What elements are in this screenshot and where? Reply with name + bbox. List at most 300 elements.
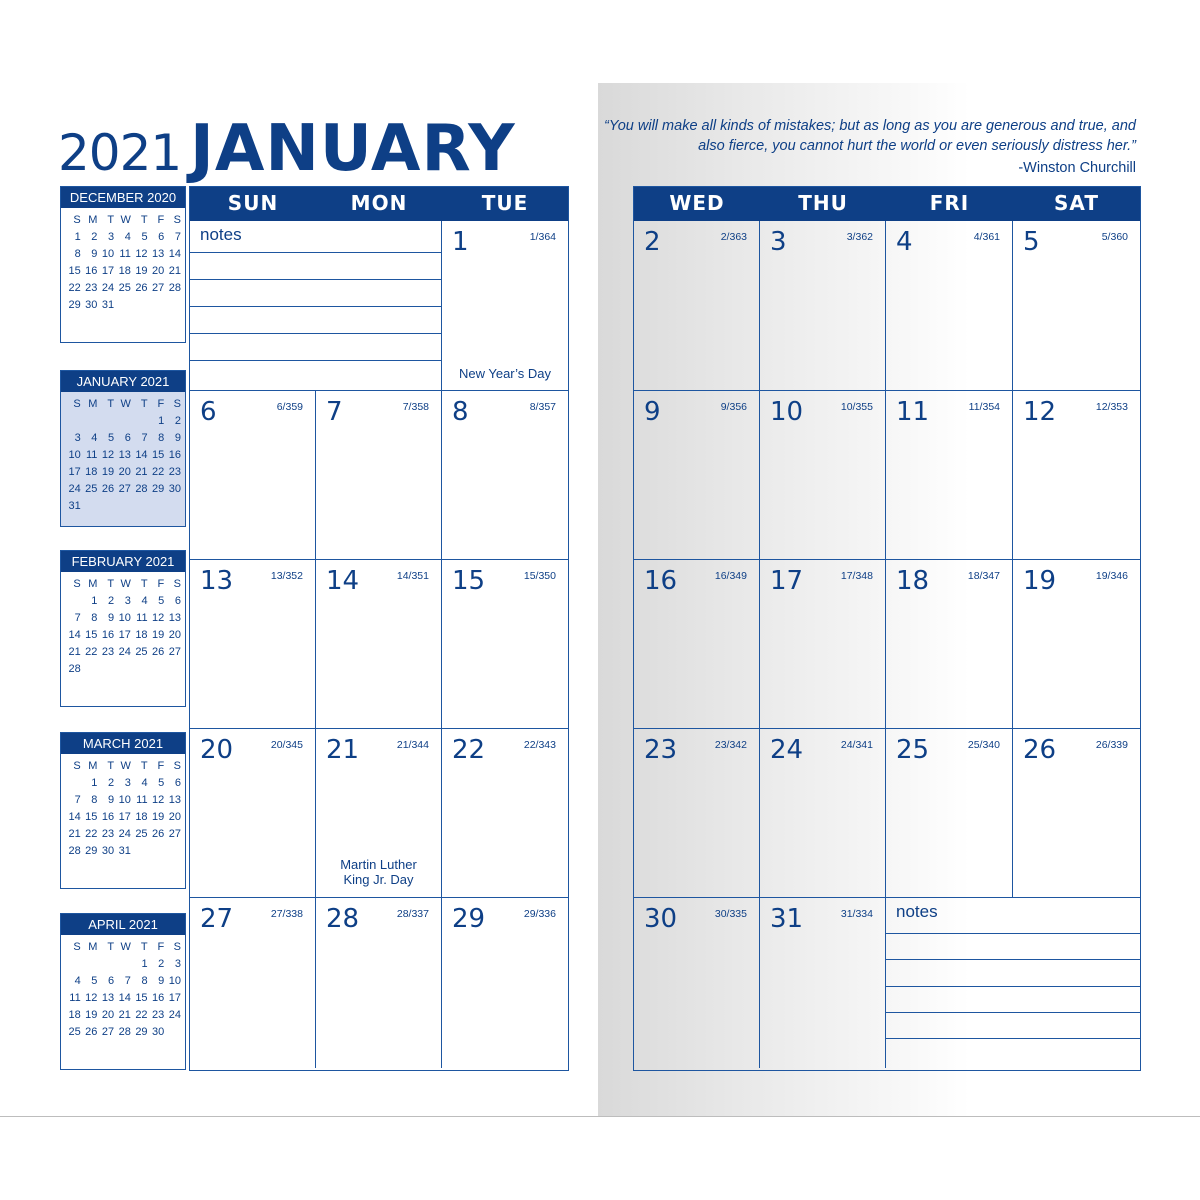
- day-number: 30: [644, 904, 678, 934]
- day-count: 5/360: [1101, 231, 1128, 243]
- notes-label: notes: [200, 225, 242, 244]
- day-cell-2[interactable]: [634, 221, 760, 391]
- weekday-wed: WED: [669, 191, 725, 215]
- day-cell-5[interactable]: [1013, 221, 1140, 391]
- mini-day: 15: [152, 449, 165, 461]
- mini-day: 29: [135, 1026, 148, 1038]
- day-count: 19/346: [1095, 570, 1128, 582]
- quote-text: “You will make all kinds of mistakes; but as long as you are generous and true, and also fierce, you cannot hurt the world or even seriously distress her.”: [604, 118, 1136, 154]
- day-cell-26[interactable]: [1013, 729, 1140, 898]
- mini-day: 20: [101, 1009, 115, 1021]
- mini-day: 23: [152, 1009, 165, 1021]
- mini-day: 24: [101, 282, 115, 294]
- mini-empty-cell: [65, 775, 82, 792]
- day-cell-16[interactable]: [634, 560, 760, 729]
- mini-day: 4: [74, 975, 81, 987]
- notes-line: [190, 279, 441, 280]
- mini-calendar-title: JANUARY 2021: [61, 371, 185, 392]
- day-count: 6/359: [276, 401, 303, 413]
- mini-day: 31: [118, 845, 131, 857]
- day-number: 3: [770, 227, 787, 257]
- mini-day: 16: [101, 811, 115, 823]
- mini-day: 19: [85, 1009, 98, 1021]
- day-number: 8: [452, 397, 469, 427]
- mini-empty-cell: [65, 413, 82, 430]
- mini-weekday-letter: S: [173, 941, 181, 953]
- mini-day: 16: [168, 449, 181, 461]
- mini-day: 26: [101, 483, 115, 495]
- mini-weekday-letter: S: [73, 214, 81, 226]
- mini-day: 7: [141, 432, 148, 444]
- mini-day: 5: [91, 975, 98, 987]
- mini-weekday-letter: M: [88, 214, 98, 226]
- day-cell-4[interactable]: [886, 221, 1013, 391]
- mini-day: 16: [85, 265, 98, 277]
- mini-day: 6: [108, 975, 115, 987]
- mini-day: 10: [168, 975, 181, 987]
- mini-day: 2: [174, 415, 181, 427]
- mini-day: 21: [135, 466, 148, 478]
- day-number: 1: [452, 227, 469, 257]
- mini-day: 17: [168, 992, 181, 1004]
- day-cell-15[interactable]: [442, 560, 568, 729]
- mini-weekday-letter: S: [73, 578, 81, 590]
- page-bottom-divider: [0, 1116, 1200, 1117]
- day-number: 9: [644, 397, 661, 427]
- mini-weekday-letter: S: [173, 214, 181, 226]
- mini-day: 20: [168, 811, 181, 823]
- mini-day: 17: [118, 629, 131, 641]
- day-number: 31: [770, 904, 804, 934]
- mini-weekday-letter: T: [107, 941, 115, 953]
- mini-day: 26: [152, 646, 165, 658]
- mini-day: 16: [101, 629, 115, 641]
- day-number: 5: [1023, 227, 1040, 257]
- day-cell-22[interactable]: [442, 729, 568, 898]
- mini-day: 2: [91, 231, 98, 243]
- mini-day: 12: [101, 449, 115, 461]
- mini-day: 11: [86, 449, 98, 461]
- day-number: 4: [896, 227, 913, 257]
- day-count: 21/344: [396, 739, 429, 751]
- mini-day: 2: [108, 777, 115, 789]
- mini-day: 19: [135, 265, 148, 277]
- day-count: 18/347: [967, 570, 1000, 582]
- mini-day: 18: [135, 629, 148, 641]
- weekday-header-row: [190, 187, 568, 221]
- mini-day: 17: [118, 811, 131, 823]
- mini-day: 1: [141, 958, 148, 970]
- mini-day: 24: [168, 1009, 181, 1021]
- mini-day: 4: [91, 432, 98, 444]
- mini-day: 14: [118, 992, 131, 1004]
- mini-day: 7: [74, 794, 81, 806]
- day-cell-31[interactable]: [760, 898, 886, 1068]
- mini-day: 29: [68, 299, 81, 311]
- mini-day: 13: [168, 794, 181, 806]
- mini-day: 23: [85, 282, 98, 294]
- mini-day: 24: [68, 483, 81, 495]
- mini-day: 28: [118, 1026, 131, 1038]
- mini-day: 24: [118, 828, 131, 840]
- mini-day: 21: [68, 646, 81, 658]
- mini-day: 24: [118, 646, 131, 658]
- mini-day: 13: [152, 248, 165, 260]
- day-number: 26: [1023, 735, 1057, 765]
- mini-day: 23: [101, 646, 115, 658]
- mini-weekday-letter: S: [73, 398, 81, 410]
- mini-weekday-letter: F: [157, 578, 165, 590]
- mini-day: 15: [85, 629, 98, 641]
- day-count: 15/350: [523, 570, 556, 582]
- day-count: 16/349: [714, 570, 747, 582]
- mini-day: 7: [124, 975, 131, 987]
- mini-weekday-letter: T: [140, 578, 148, 590]
- day-count: 14/351: [396, 570, 429, 582]
- day-cell-3[interactable]: [760, 221, 886, 391]
- day-number: 12: [1023, 397, 1057, 427]
- mini-weekday-letter: T: [107, 398, 115, 410]
- day-cell-13[interactable]: [190, 560, 316, 729]
- mini-day: 16: [152, 992, 165, 1004]
- day-number: 16: [644, 566, 678, 596]
- mini-day: 8: [74, 248, 81, 260]
- day-cell-9[interactable]: [634, 391, 760, 560]
- mini-weekday-letter: T: [140, 398, 148, 410]
- mini-day: 20: [168, 629, 181, 641]
- mini-day: 9: [174, 432, 181, 444]
- mini-weekday-letter: S: [173, 760, 181, 772]
- mini-day: 15: [135, 992, 148, 1004]
- day-number: 19: [1023, 566, 1057, 596]
- mini-day: 2: [108, 595, 115, 607]
- notes-line: [886, 1038, 1140, 1039]
- mini-weekday-letter: T: [107, 214, 115, 226]
- day-number: 17: [770, 566, 804, 596]
- day-cell-11[interactable]: [886, 391, 1013, 560]
- mini-weekday-letter: W: [120, 578, 131, 590]
- mini-day: 1: [91, 595, 98, 607]
- mini-day: 9: [108, 612, 115, 624]
- mini-day: 14: [135, 449, 148, 461]
- mini-day: 4: [141, 595, 148, 607]
- day-number: 11: [896, 397, 930, 427]
- mini-day: 13: [118, 449, 131, 461]
- mini-day: 21: [68, 828, 81, 840]
- day-count: 1/364: [529, 231, 556, 243]
- mini-day: 23: [168, 466, 181, 478]
- mini-calendar-title: APRIL 2021: [61, 914, 185, 935]
- day-cell-17[interactable]: [760, 560, 886, 729]
- calendar-grid-right: [633, 186, 1141, 1071]
- mini-day: 6: [174, 595, 181, 607]
- day-number: 25: [896, 735, 930, 765]
- mini-weekday-letter: M: [88, 941, 98, 953]
- mini-day: 12: [85, 992, 98, 1004]
- day-count: 28/337: [396, 908, 429, 920]
- mini-day: 8: [158, 432, 165, 444]
- mini-day: 30: [168, 483, 181, 495]
- mini-weekday-letter: S: [73, 760, 81, 772]
- day-count: 31/334: [840, 908, 873, 920]
- mini-empty-cell: [82, 413, 99, 430]
- mini-weekday-letter: S: [173, 578, 181, 590]
- mini-weekday-letter: F: [157, 398, 165, 410]
- holiday-label: New Year’s Day: [458, 366, 551, 381]
- notes-line: [886, 986, 1140, 987]
- mini-day: 7: [174, 231, 181, 243]
- mini-day: 14: [168, 248, 181, 260]
- day-count: 25/340: [967, 739, 1000, 751]
- day-count: 30/335: [714, 908, 747, 920]
- mini-day: 26: [152, 828, 165, 840]
- mini-calendar-grid: [61, 572, 185, 680]
- day-cell-1[interactable]: [442, 221, 568, 391]
- mini-weekday-letter: S: [173, 398, 181, 410]
- mini-day: 3: [124, 777, 131, 789]
- weekday-thu: THU: [798, 191, 848, 215]
- mini-day: 22: [135, 1009, 148, 1021]
- mini-calendar-april-2021: [60, 913, 186, 1070]
- mini-day: 27: [168, 646, 181, 658]
- day-cell-20[interactable]: [190, 729, 316, 898]
- day-number: 13: [200, 566, 234, 596]
- mini-calendar-march-2021: [60, 732, 186, 889]
- day-count: 12/353: [1095, 401, 1128, 413]
- day-count: 13/352: [270, 570, 303, 582]
- mini-weekday-letter: W: [120, 398, 131, 410]
- mini-day: 28: [68, 663, 81, 675]
- mini-calendar-title: MARCH 2021: [61, 733, 185, 754]
- mini-calendar-grid: [61, 208, 185, 316]
- day-count: 24/341: [840, 739, 873, 751]
- mini-weekday-letter: M: [88, 398, 98, 410]
- mini-day: 19: [101, 466, 115, 478]
- day-cell-12[interactable]: [1013, 391, 1140, 560]
- mini-day: 31: [101, 299, 115, 311]
- day-cell-25[interactable]: [886, 729, 1013, 898]
- weekday-sun: SUN: [227, 191, 279, 215]
- mini-calendar-grid: [61, 392, 185, 517]
- mini-day: 22: [152, 466, 165, 478]
- mini-calendar-february-2021: [60, 550, 186, 707]
- quote-author: -Winston Churchill: [1018, 160, 1136, 176]
- mini-weekday-letter: T: [107, 760, 115, 772]
- mini-weekday-letter: M: [88, 578, 98, 590]
- mini-day: 25: [118, 282, 131, 294]
- mini-day: 26: [135, 282, 148, 294]
- mini-day: 11: [136, 612, 148, 624]
- mini-day: 22: [85, 828, 98, 840]
- mini-weekday-letter: T: [140, 941, 148, 953]
- mini-calendar-january-2021: [60, 370, 186, 527]
- day-cell-14[interactable]: [316, 560, 442, 729]
- mini-weekday-letter: F: [157, 760, 165, 772]
- mini-day: 8: [91, 794, 98, 806]
- day-count: 2/363: [720, 231, 747, 243]
- mini-day: 9: [91, 248, 98, 260]
- mini-weekday-letter: F: [157, 214, 165, 226]
- day-count: 22/343: [523, 739, 556, 751]
- mini-day: 19: [152, 629, 165, 641]
- mini-day: 3: [74, 432, 81, 444]
- mini-day: 13: [168, 612, 181, 624]
- mini-weekday-letter: W: [120, 214, 131, 226]
- notes-area-bottom[interactable]: [886, 898, 1140, 1068]
- mini-day: 14: [68, 811, 81, 823]
- mini-day: 29: [85, 845, 98, 857]
- mini-day: 9: [158, 975, 165, 987]
- mini-day: 12: [135, 248, 148, 260]
- mini-day: 7: [74, 612, 81, 624]
- day-number: 18: [896, 566, 930, 596]
- mini-day: 29: [152, 483, 165, 495]
- mini-weekday-letter: T: [107, 578, 115, 590]
- mini-empty-cell: [115, 413, 132, 430]
- mini-day: 28: [168, 282, 181, 294]
- mini-day: 10: [118, 794, 131, 806]
- day-cell-7[interactable]: [316, 391, 442, 560]
- day-cell-10[interactable]: [760, 391, 886, 560]
- mini-day: 18: [135, 811, 148, 823]
- mini-empty-cell: [98, 413, 115, 430]
- mini-day: 20: [118, 466, 131, 478]
- day-number: 7: [326, 397, 343, 427]
- mini-day: 8: [141, 975, 148, 987]
- mini-day: 31: [68, 500, 81, 512]
- day-number: 22: [452, 735, 486, 765]
- day-count: 3/362: [846, 231, 873, 243]
- mini-calendar-grid: [61, 935, 185, 1043]
- day-number: 24: [770, 735, 804, 765]
- mini-day: 8: [91, 612, 98, 624]
- mini-day: 18: [68, 1009, 81, 1021]
- day-cell-19[interactable]: [1013, 560, 1140, 729]
- mini-day: 25: [68, 1026, 81, 1038]
- day-cell-28[interactable]: [316, 898, 442, 1068]
- mini-day: 27: [168, 828, 181, 840]
- day-count: 20/345: [270, 739, 303, 751]
- mini-weekday-letter: W: [120, 941, 131, 953]
- day-count: 10/355: [840, 401, 873, 413]
- day-cell-6[interactable]: [190, 391, 316, 560]
- weekday-fri: FRI: [929, 191, 970, 215]
- notes-line: [190, 252, 441, 253]
- holiday-label-line2: King Jr. Day: [343, 872, 414, 887]
- mini-empty-cell: [65, 956, 82, 973]
- mini-day: 1: [91, 777, 98, 789]
- mini-day: 9: [108, 794, 115, 806]
- mini-day: 15: [85, 811, 98, 823]
- mini-day: 27: [152, 282, 165, 294]
- mini-day: 6: [174, 777, 181, 789]
- mini-day: 17: [68, 466, 81, 478]
- mini-day: 26: [85, 1026, 98, 1038]
- mini-day: 19: [152, 811, 165, 823]
- mini-day: 5: [108, 432, 115, 444]
- mini-day: 11: [119, 248, 131, 260]
- mini-day: 11: [136, 794, 148, 806]
- holiday-label-line1: Martin Luther: [340, 857, 417, 872]
- mini-empty-cell: [98, 956, 115, 973]
- mini-day: 25: [85, 483, 98, 495]
- mini-weekday-letter: T: [140, 214, 148, 226]
- mini-day: 28: [135, 483, 148, 495]
- mini-calendar-title: DECEMBER 2020: [61, 187, 185, 208]
- day-count: 29/336: [523, 908, 556, 920]
- mini-day: 15: [68, 265, 81, 277]
- mini-calendar-grid: [61, 754, 185, 862]
- day-cell-18[interactable]: [886, 560, 1013, 729]
- day-cell-27[interactable]: [190, 898, 316, 1068]
- notes-line: [886, 1012, 1140, 1013]
- mini-day: 4: [124, 231, 131, 243]
- notes-line: [190, 306, 441, 307]
- day-count: 8/357: [529, 401, 556, 413]
- mini-day: 14: [68, 629, 81, 641]
- mini-day: 4: [141, 777, 148, 789]
- day-cell-30[interactable]: [634, 898, 760, 1068]
- mini-day: 10: [101, 248, 115, 260]
- mini-day: 17: [101, 265, 115, 277]
- weekday-mon: MON: [350, 191, 408, 215]
- day-number: 6: [200, 397, 217, 427]
- mini-day: 6: [158, 231, 165, 243]
- mini-calendar-december-2020: [60, 186, 186, 343]
- mini-day: 12: [152, 612, 165, 624]
- mini-day: 3: [108, 231, 115, 243]
- mini-day: 5: [158, 595, 165, 607]
- mini-day: 3: [124, 595, 131, 607]
- mini-day: 30: [152, 1026, 165, 1038]
- month-title: JANUARY: [190, 112, 516, 186]
- day-count: 4/361: [973, 231, 1000, 243]
- weekday-sat: SAT: [1054, 191, 1099, 215]
- day-count: 9/356: [720, 401, 747, 413]
- mini-day: 22: [85, 646, 98, 658]
- mini-day: 28: [68, 845, 81, 857]
- day-cell-8[interactable]: [442, 391, 568, 560]
- day-number: 20: [200, 735, 234, 765]
- notes-line: [886, 933, 1140, 934]
- mini-empty-cell: [132, 413, 149, 430]
- day-cell-29[interactable]: [442, 898, 568, 1068]
- day-number: 29: [452, 904, 486, 934]
- mini-day: 13: [101, 992, 115, 1004]
- mini-day: 18: [85, 466, 98, 478]
- mini-day: 21: [118, 1009, 131, 1021]
- notes-area-top[interactable]: [190, 221, 442, 391]
- notes-line: [886, 959, 1140, 960]
- mini-day: 10: [68, 449, 81, 461]
- day-cell-24[interactable]: [760, 729, 886, 898]
- day-number: 21: [326, 735, 360, 765]
- mini-weekday-letter: F: [157, 941, 165, 953]
- year-title: 2021: [58, 124, 182, 182]
- weekday-header-row: [634, 187, 1140, 221]
- mini-day: 11: [69, 992, 81, 1004]
- day-cell-23[interactable]: [634, 729, 760, 898]
- day-cell-21[interactable]: [316, 729, 442, 898]
- mini-day: 27: [101, 1026, 115, 1038]
- mini-day: 20: [152, 265, 165, 277]
- day-count: 11/354: [968, 401, 1000, 413]
- mini-weekday-letter: M: [88, 760, 98, 772]
- mini-day: 5: [141, 231, 148, 243]
- mini-day: 22: [68, 282, 81, 294]
- day-count: 7/358: [402, 401, 429, 413]
- mini-day: 30: [101, 845, 115, 857]
